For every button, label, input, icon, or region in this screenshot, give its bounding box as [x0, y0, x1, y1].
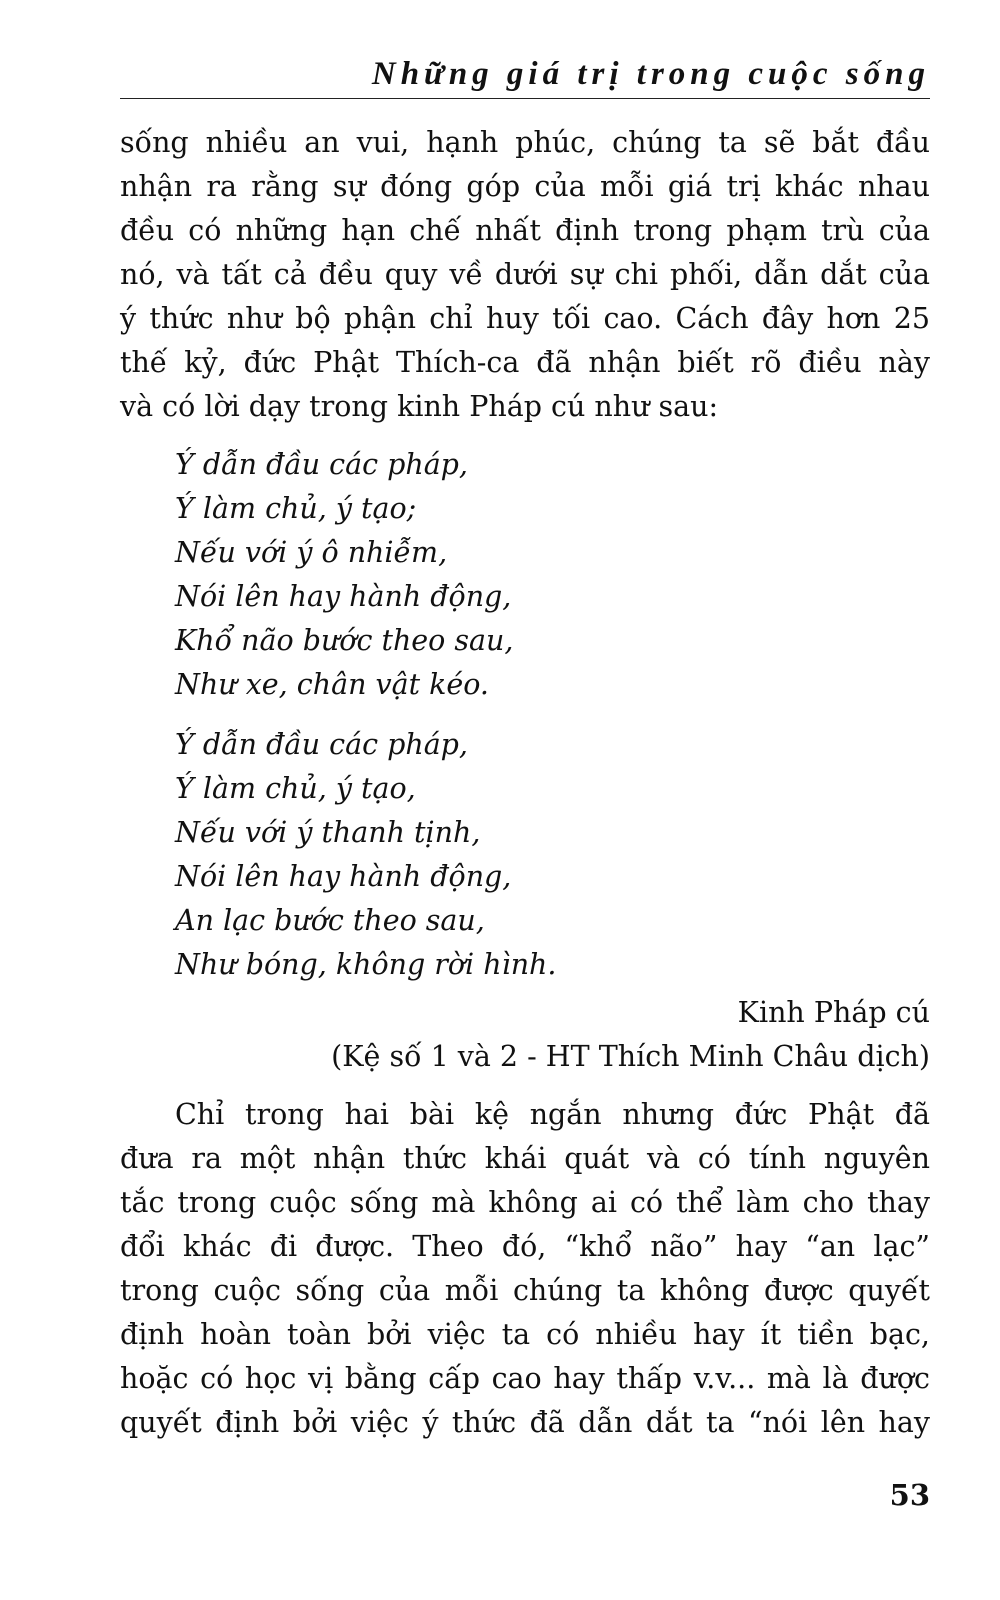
verse-1 — [175, 443, 930, 707]
running-header: Những giá trị trong cuộc sống — [120, 52, 930, 99]
text-line: nhận ra rằng sự đóng góp của mỗi giá trị khác nhau — [120, 170, 930, 203]
verse-line: Nếu với ý thanh tịnh, — [175, 816, 481, 849]
verse-line: Ý dẫn đầu các pháp, — [175, 728, 468, 761]
text-line: nó, và tất cả đều quy về dưới sự chi phối, dẫn dắt của — [120, 258, 930, 291]
text-line: định hoàn toàn bởi việc ta có nhiều hay ít tiền bạc, — [120, 1318, 930, 1351]
verse-line: An lạc bước theo sau, — [175, 904, 485, 937]
book-page — [120, 52, 930, 1445]
text-line: trong cuộc sống của mỗi chúng ta không được quyết — [120, 1274, 930, 1307]
text-line: đều có những hạn chế nhất định trong phạm trù của — [120, 214, 930, 247]
paragraph-1 — [120, 121, 930, 429]
text-line: tắc trong cuộc sống mà không ai có thể làm cho thay — [120, 1186, 930, 1219]
paragraph-2 — [120, 1093, 930, 1445]
text-line: quyết định bởi việc ý thức đã dẫn dắt ta “nói lên hay — [120, 1406, 930, 1439]
verse-line: Như bóng, không rời hình. — [175, 948, 557, 981]
verse-line: Như xe, chân vật kéo. — [175, 668, 489, 701]
verse-line: Nói lên hay hành động, — [175, 580, 512, 613]
verse-line: Ý làm chủ, ý tạo; — [175, 492, 417, 525]
verse-attribution — [120, 991, 930, 1079]
text-line: Chỉ trong hai bài kệ ngắn nhưng đức Phật đã — [175, 1098, 930, 1131]
text-line: ý thức như bộ phận chỉ huy tối cao. Cách đây hơn 25 — [120, 302, 930, 335]
verse-line: Khổ não bước theo sau, — [175, 624, 514, 657]
verse-line: Nếu với ý ô nhiễm, — [175, 536, 448, 569]
page-number: 53 — [889, 1478, 930, 1512]
verse-line: Nói lên hay hành động, — [175, 860, 512, 893]
text-line: sống nhiều an vui, hạnh phúc, chúng ta sẽ bắt đầu — [120, 126, 930, 159]
text-line: đưa ra một nhận thức khái quát và có tính nguyên — [120, 1142, 930, 1175]
verse-line: Ý dẫn đầu các pháp, — [175, 448, 468, 481]
attribution-source: Kinh Pháp cú — [737, 996, 930, 1029]
verse-line: Ý làm chủ, ý tạo, — [175, 772, 416, 805]
verse-2 — [175, 723, 930, 987]
text-line: hoặc có học vị bằng cấp cao hay thấp v.v... mà là được — [120, 1362, 930, 1395]
text-line: thế kỷ, đức Phật Thích-ca đã nhận biết rõ điều này — [120, 346, 930, 379]
text-line: và có lời dạy trong kinh Pháp cú như sau: — [120, 390, 719, 423]
text-line: đổi khác đi được. Theo đó, “khổ não” hay “an lạc” — [120, 1230, 930, 1263]
attribution-detail: (Kệ số 1 và 2 - HT Thích Minh Châu dịch) — [331, 1040, 930, 1073]
